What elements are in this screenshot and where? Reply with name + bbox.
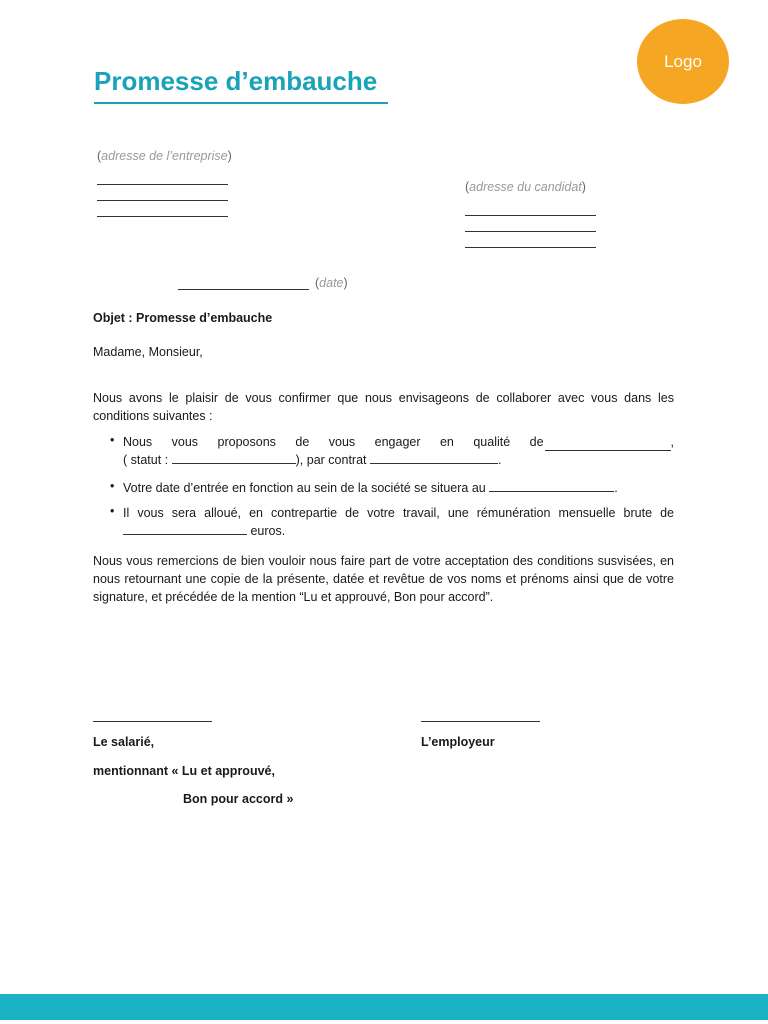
date-label: (date)	[315, 276, 348, 290]
bullet-1: Nous vous proposons de vous engager en qualité de , ( statut : ), par contrat .	[123, 435, 674, 467]
candidate-address-line-2[interactable]	[465, 231, 596, 232]
subject-line: Objet : Promesse d’embauche	[93, 311, 273, 325]
bullet-2: Votre date d’entrée en fonction au sein de la société se situera au .	[123, 481, 618, 495]
bullet-1-symbol: •	[110, 433, 115, 447]
company-address-line-1[interactable]	[97, 184, 228, 185]
employee-mention-line-1: mentionnant « Lu et approuvé,	[93, 764, 275, 778]
company-address-placeholder: adresse de l’entreprise	[101, 149, 228, 163]
intro-paragraph: Nous avons le plaisir de vous confirmer que nous envisageons de collaborer avec vous dans les conditions suivantes :	[93, 391, 674, 423]
employer-label: L’employeur	[421, 735, 495, 749]
logo	[637, 19, 729, 104]
logo-text: Logo	[664, 51, 702, 71]
salutation: Madame, Monsieur,	[93, 345, 203, 359]
status-field[interactable]	[172, 451, 296, 464]
bullet-3-text: Il vous sera alloué, en contrepartie de votre travail, une rémunération mensuelle brute de	[123, 506, 674, 520]
candidate-address-placeholder: adresse du candidat	[469, 180, 582, 194]
company-address-line-3[interactable]	[97, 216, 228, 217]
footer-bar	[0, 994, 768, 1020]
employee-signature-line[interactable]	[93, 721, 212, 722]
date-line[interactable]	[178, 289, 309, 290]
bullet-2-symbol: •	[110, 479, 115, 493]
company-address-line-2[interactable]	[97, 200, 228, 201]
closing-paragraph: Nous vous remercions de bien vouloir nous faire part de votre acceptation des conditions susvisées, en nous retournant une copie de la présente, datée et revêtue de vos noms et prénoms ainsi que de votre signature, et précédée de la mention “Lu et approuvé, Bon pour accord”.	[93, 554, 674, 604]
employee-mention-line-2: Bon pour accord »	[183, 792, 294, 806]
status-label: ( statut :	[123, 453, 169, 467]
date-placeholder: date	[319, 276, 344, 290]
contract-label: ), par contrat	[295, 453, 367, 467]
candidate-address-line-1[interactable]	[465, 215, 596, 216]
bullet-3-symbol: •	[110, 504, 115, 518]
salary-field[interactable]	[123, 522, 247, 535]
bullet-2-text: Votre date d’entrée en fonction au sein de la société se situera au	[123, 481, 486, 495]
candidate-address-label: (adresse du candidat)	[465, 180, 586, 194]
job-title-field[interactable]	[545, 438, 671, 451]
bullet-1-text: Nous vous proposons de vous engager en qualité de	[123, 435, 544, 449]
employee-label: Le salarié,	[93, 735, 155, 749]
start-date-field[interactable]	[489, 479, 614, 492]
candidate-address-line-3[interactable]	[465, 247, 596, 248]
contract-type-field[interactable]	[370, 451, 498, 464]
bullet-3-amount: euros.	[123, 522, 285, 540]
company-address-label: (adresse de l’entreprise)	[97, 149, 232, 163]
page-title: Promesse d’embauche	[94, 66, 388, 104]
employer-signature-line[interactable]	[421, 721, 540, 722]
